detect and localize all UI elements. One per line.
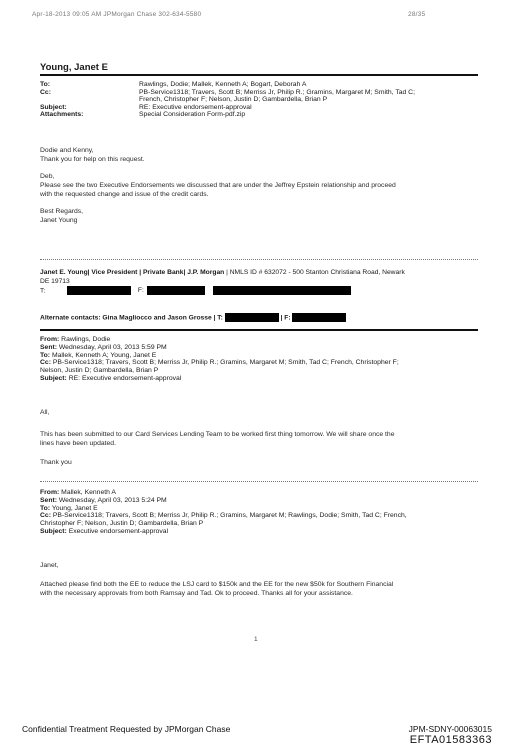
subject-value: RE: Executive endorsement-approval (139, 103, 252, 111)
from-label: From: (40, 489, 60, 496)
cc-line-continued: Nelson, Justin D; Gambardella, Brian P (40, 367, 159, 375)
nmls-address: | NMLS ID # 632072 - 500 Stanton Christiana Road, Newark (224, 269, 405, 276)
greeting: All, (40, 409, 50, 416)
paragraph-line: lines have been updated. (40, 440, 116, 447)
subject-label: Subject: (40, 527, 67, 535)
closing: Best Regards, (40, 208, 84, 215)
subject-value: RE: Executive endorsement-approval (68, 374, 182, 382)
confidential-notice: Confidential Treatment Requested by JPMorgan Chase (22, 724, 231, 734)
original-email-body (40, 561, 480, 598)
fax-label: F: (137, 287, 144, 295)
cc-row (40, 89, 480, 97)
redaction-block (213, 286, 351, 295)
cc-line (40, 512, 480, 520)
field-label (40, 96, 139, 104)
alternate-fax-label: | F: (280, 314, 291, 322)
signature-city: DE 19713 (40, 278, 70, 285)
paragraph-line: with the requested change and issue of the credit cards. (40, 191, 209, 198)
subject-line (40, 375, 480, 383)
forward-divider-2 (40, 481, 478, 482)
fax-page-count: 28/35 (408, 11, 426, 18)
to-value: Mallek, Kenneth A; Young, Janet E (51, 351, 157, 359)
subject-row (40, 104, 480, 112)
to-line (40, 505, 480, 513)
paragraph-line: Attached please find both the EE to reduce the LSJ card to $150k and the EE for the new $50k for Southern Financial (40, 581, 394, 588)
paragraph-line: This has been submitted to our Card Services Lending Team to be worked first thing tomorrow. We will share once the (40, 431, 395, 438)
forwarded-email-header (40, 336, 480, 383)
from-value: Mallek, Kenneth A (61, 489, 116, 496)
paragraph-line: with the necessary approvals from both Ramsay and Tad. Ok to proceed. Thanks all for your assistance. (40, 590, 353, 597)
header-divider (40, 74, 478, 76)
forwarded-email-body (40, 408, 480, 467)
name-title: Janet E. Young| Vice President | Private Bank| J.P. Morgan (40, 269, 225, 276)
cc-line (40, 359, 480, 367)
cc-value: PB-Service1318; Travers, Scott B; Merriss Jr, Philip R.; Gramins, Margaret M; Rawlings, Dodie; Smith, Tad C; French, (52, 512, 407, 520)
signature-block (40, 268, 480, 295)
greeting: Dodie and Kenny, (40, 147, 94, 154)
cc-line-continued: Christopher F; Nelson, Justin D; Gambardella, Brian P (40, 520, 204, 528)
field-label: Attachments: (40, 111, 84, 119)
greeting: Janet, (40, 562, 59, 569)
forward-divider (40, 329, 478, 331)
paragraph-line: Please see the two Executive Endorsements we discussed that are under the Jeffrey Epstein relationship and proceed (40, 182, 396, 189)
cc-value-continued: French, Christopher F; Nelson, Justin D; Gambardella, Brian P (139, 96, 328, 104)
alternate-contacts (40, 313, 346, 322)
to-value: Rawlings, Dodie; Mallek, Kenneth A; Bogart, Deborah A (139, 81, 307, 88)
redaction-block (225, 313, 279, 322)
sent-value: Wednesday, April 03, 2013 5:24 PM (58, 496, 167, 504)
signature-line-1 (40, 268, 480, 277)
to-line (40, 352, 480, 360)
sent-label: Sent: (40, 496, 57, 504)
field-label: To: (40, 81, 51, 88)
subject-label: Subject: (40, 374, 67, 382)
sent-value: Wednesday, April 03, 2013 5:59 PM (58, 343, 167, 351)
bates-number: EFTA01583363 (409, 734, 492, 746)
sent-line (40, 497, 480, 505)
sender-name: Young, Janet E (40, 62, 108, 73)
redaction-block (292, 313, 346, 322)
phone-label: T: (40, 287, 46, 295)
fax-header-left: Apr-18-2013 09:05 AM JPMorgan Chase 302-634-5580 (32, 11, 202, 18)
redaction-block (147, 286, 205, 295)
closing: Thank you (40, 459, 72, 466)
to-row (40, 81, 480, 89)
thanks-line: Thank you for help on this request. (40, 156, 145, 163)
from-value: Rawlings, Dodie (61, 336, 111, 343)
to-value: Young, Janet E (51, 504, 98, 512)
field-label: Subject: (40, 103, 67, 111)
addressee: Deb, (40, 173, 55, 180)
email-header-fields (40, 81, 480, 119)
signature-name: Janet Young (40, 217, 78, 224)
from-line (40, 336, 480, 344)
to-label: To: (40, 504, 51, 512)
to-label: To: (40, 351, 51, 359)
cc-label: Cc: (40, 359, 51, 367)
from-label: From: (40, 336, 60, 343)
cc-value: PB-Service1318; Travers, Scott B; Merriss Jr, Philip R.; Gramins, Margaret M; Smith, Tad C; French, Christopher F; (52, 359, 399, 367)
original-email-header (40, 489, 480, 536)
cc-value: PB-Service1318; Travers, Scott B; Merriss Jr, Philip R.; Gramins, Margaret M; Smith, Tad C; (139, 88, 415, 96)
page-number: 1 (254, 636, 258, 643)
signature-divider (40, 259, 478, 260)
document-id: JPM-SDNY-00063015 (408, 724, 492, 734)
cc-row-continued (40, 96, 480, 104)
subject-value: Executive endorsement-approval (68, 527, 169, 535)
message-body (40, 146, 480, 225)
sent-line (40, 344, 480, 352)
alternate-label: Alternate contacts: Gina Magliocco and Jason Grosse | T: (40, 314, 223, 322)
sent-label: Sent: (40, 343, 57, 351)
field-label: Cc: (40, 88, 51, 96)
subject-line (40, 528, 480, 536)
redaction-block (67, 286, 131, 295)
attachments-value: Special Consideration Form-pdf.zip (139, 111, 246, 119)
attachments-row (40, 111, 480, 119)
cc-label: Cc: (40, 512, 51, 520)
signature-phones (40, 286, 480, 295)
from-line (40, 489, 480, 497)
